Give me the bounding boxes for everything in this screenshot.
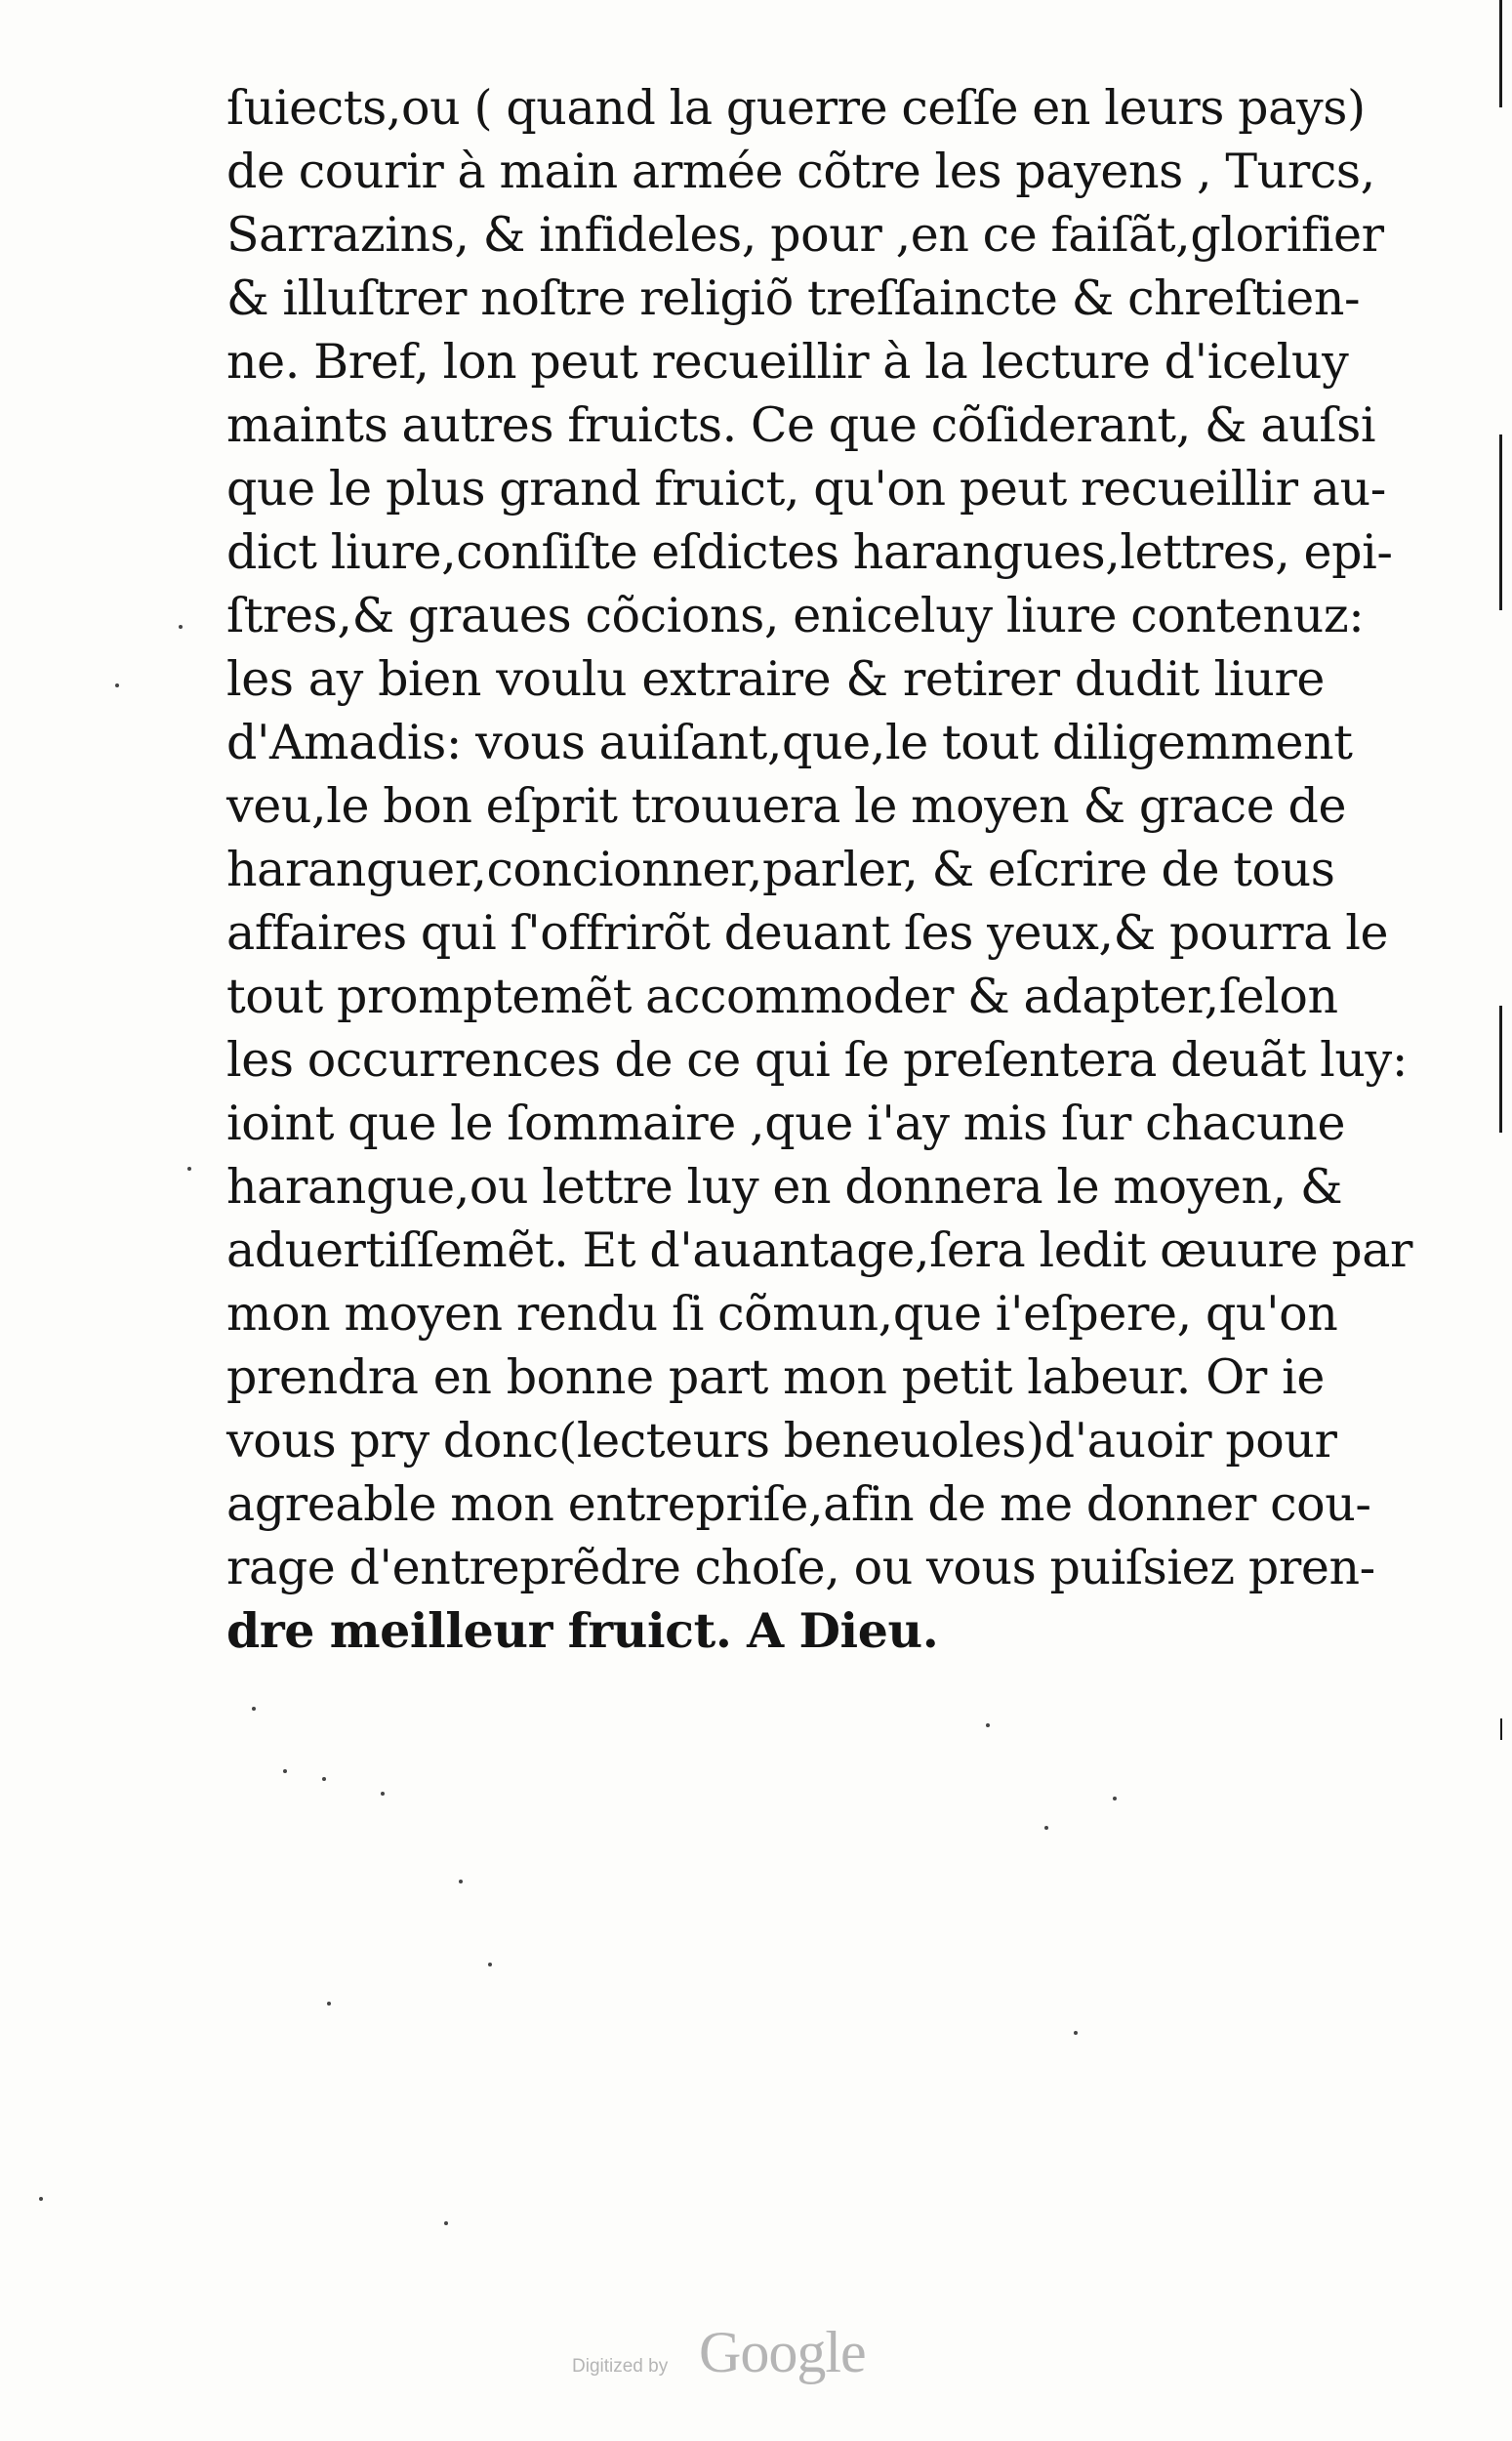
google-watermark (572, 2319, 962, 2387)
scan-speck (986, 1723, 990, 1727)
scan-speck (252, 1707, 256, 1711)
text-line-11: d'Amadis: vous auiſant,que,le tout diligemment (226, 715, 1353, 770)
scan-speck (1113, 1797, 1117, 1800)
text-line-19: aduertiſſemẽt. Et d'auantage,ſera ledit œuure par (226, 1222, 1413, 1278)
scan-speck (459, 1880, 463, 1883)
text-line-20: mon moyen rendu ſi cõmun,que i'eſpere, qu'on (226, 1286, 1338, 1342)
text-line-5: ne. Bref, lon peut recueillir à la lecture d'iceluy (226, 334, 1349, 390)
body-text (226, 76, 1413, 1663)
text-line-13: haranguer,concionner,parler, & eſcrire de tous (226, 842, 1335, 897)
text-line-2: de courir à main armée cõtre les payens , Turcs, (226, 144, 1375, 199)
scan-speck (1044, 1826, 1048, 1830)
scan-edge-mark (1499, 1006, 1502, 1133)
scan-speck (39, 2197, 43, 2201)
scan-speck (283, 1769, 287, 1773)
scan-speck (327, 2002, 331, 2006)
scan-speck (381, 1792, 385, 1796)
text-line-23: agreable mon entrepriſe,afin de me donner cou- (226, 1476, 1371, 1532)
scan-speck (179, 625, 183, 629)
scan-speck (187, 1167, 191, 1171)
text-line-15: tout promptemẽt accommoder & adapter,ſelon (226, 969, 1338, 1024)
text-line-16: les occurrences de ce qui ſe preſentera deuãt luy: (226, 1032, 1408, 1088)
text-line-12: veu,le bon eſprit trouuera le moyen & grace de (226, 778, 1347, 834)
scan-edge-mark (1499, 0, 1502, 107)
scan-speck (115, 683, 119, 687)
text-line-10: les ay bien voulu extraire & retirer dudit liure (226, 651, 1325, 707)
text-line-8: dict liure,conſiſte eſdictes harangues,lettres, epi- (226, 524, 1393, 580)
text-line-25: dre meilleur fruict. A Dieu. (226, 1602, 939, 1659)
text-line-7: que le plus grand fruict, qu'on peut recueillir au- (226, 461, 1386, 517)
scan-speck (1074, 2031, 1078, 2035)
text-line-1: ſuiects,ou ( quand la guerre ceſſe en leurs pays) (226, 80, 1366, 136)
scan-speck (488, 1963, 492, 1966)
text-line-24: rage d'entreprẽdre choſe, ou vous puiſsiez pren- (226, 1540, 1375, 1595)
text-line-9: ſtres,& graues cõcions, eniceluy liure contenuz: (226, 588, 1365, 643)
digitized-by-label: Digitized by (572, 2356, 669, 2377)
scan-speck (322, 1777, 326, 1781)
google-logo-text: Google (699, 2320, 866, 2384)
text-line-6: maints autres fruicts. Ce que cõſiderant, & auſsi (226, 397, 1376, 453)
scan-speck (444, 2221, 448, 2225)
text-line-18: harangue,ou lettre luy en donnera le moyen, & (226, 1159, 1343, 1215)
scan-edge-mark (1499, 434, 1502, 610)
text-line-17: ioint que le ſommaire ,que i'ay mis ſur chacune (226, 1096, 1346, 1151)
text-line-21: prendra en bonne part mon petit labeur. Or ie (226, 1349, 1325, 1405)
text-line-14: affaires qui ſ'offrirõt deuant ſes yeux,& pourra le (226, 905, 1389, 961)
scan-edge-mark (1500, 1718, 1502, 1740)
text-line-22: vous pry donc(lecteurs beneuoles)d'auoir pour (226, 1413, 1337, 1469)
text-line-4: & illuſtrer noſtre religiõ treſſaincte & chreſtien- (226, 270, 1361, 326)
text-line-3: Sarrazins, & infideles, pour ,en ce faiſãt,glorifier (226, 207, 1384, 263)
